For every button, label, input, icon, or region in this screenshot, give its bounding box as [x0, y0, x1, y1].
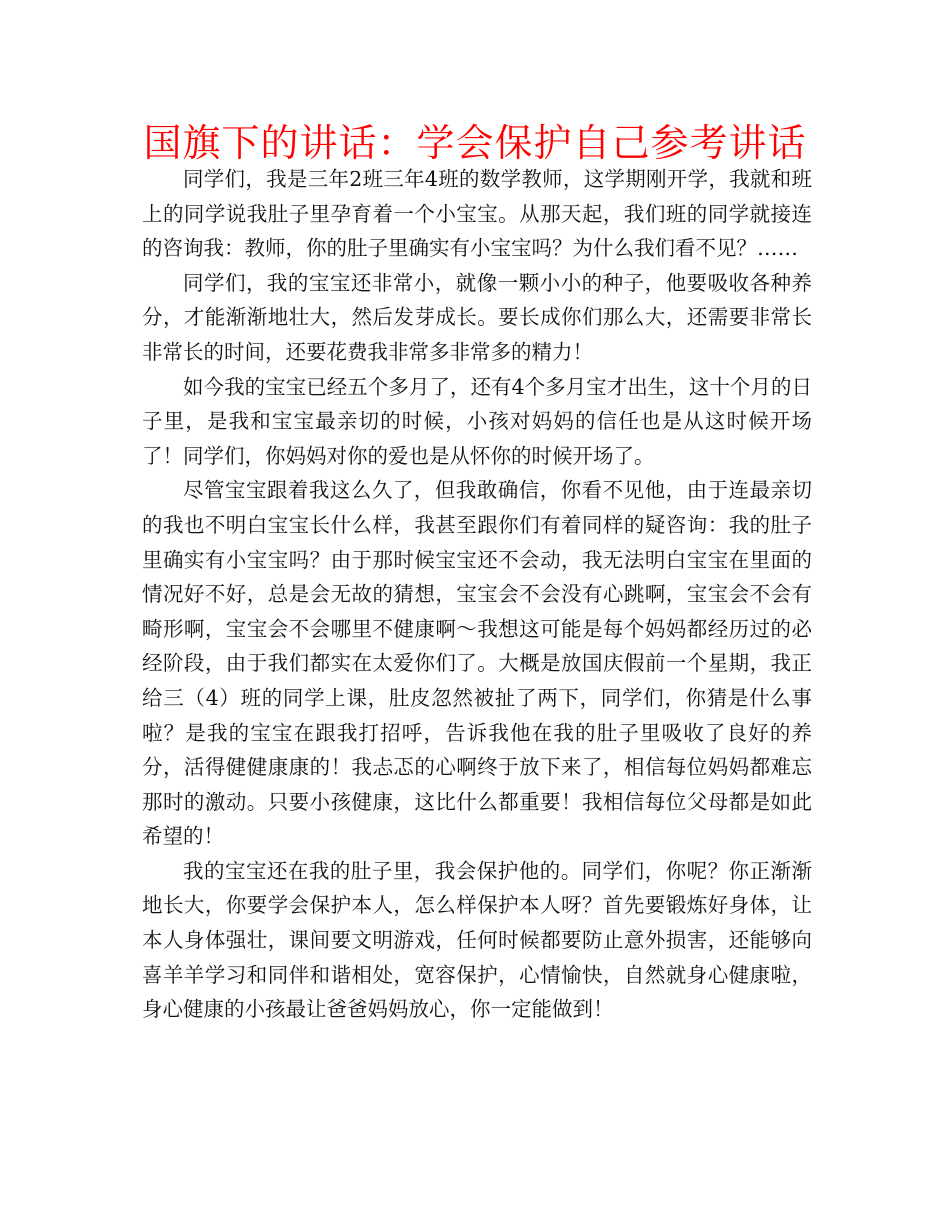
paragraph-3: 如今我的宝宝已经五个多月了，还有4个多月宝才出生，这十个月的日子里，是我和宝宝最亲切的时候，小孩对妈妈的信任也是从这时候开场了！同学们，你妈妈对你的爱也是从怀你的时候开场了。 — [142, 374, 812, 468]
paragraph-2: 同学们，我的宝宝还非常小，就像一颗小小的种子，他要吸收各种养分，才能渐渐地壮大，然后发芽成长。要长成你们那么大，还需要非常长非常长的时间，还要花费我非常多非常多的精力！ — [142, 270, 812, 364]
document-body — [142, 162, 812, 1027]
document-title: 国旗下的讲话：学会保护自己参考讲话 — [143, 121, 807, 165]
paragraph-4: 尽管宝宝跟着我这么久了，但我敢确信，你看不见他，由于连最亲切的我也不明白宝宝长什么样，我甚至跟你们有着同样的疑咨询：我的肚子里确实有小宝宝吗？由于那时候宝宝还不会动，我无法明白宝宝在里面的情况好不好，总是会无故的猜想，宝宝会不会没有心跳啊，宝宝会不会有畸形啊，宝宝会不会哪里不健康啊～我想这可能是每个妈妈都经历过的必经阶段，由于我们都实在太爱你们了。大概是放国庆假前一个星期，我正给三（4）班的同学上课，肚皮忽然被扯了两下，同学们，你猜是什么事啦？是我的宝宝在跟我打招呼，告诉我他在我的肚子里吸收了良好的养分，活得健健康康的！我忐忑的心啊终于放下来了，相信每位妈妈都难忘那时的激动。只要小孩健康，这比什么都重要！我相信每位父母都是如此希望的！ — [142, 478, 812, 849]
paragraph-5: 我的宝宝还在我的肚子里，我会保护他的。同学们，你呢？你正渐渐地长大，你要学会保护本人，怎么样保护本人呀？首先要锻炼好身体，让本人身体强壮，课间要文明游戏，任何时候都要防止意外损害，还能够向喜羊羊学习和同伴和谐相处，宽容保护，心情愉快，自然就身心健康啦，身心健康的小孩最让爸爸妈妈放心，你一定能做到！ — [142, 858, 812, 1022]
paragraph-1: 同学们，我是三年2班三年4班的数学教师，这学期刚开学，我就和班上的同学说我肚子里孕育着一个小宝宝。从那天起，我们班的同学就接连的咨询我：教师，你的肚子里确实有小宝宝吗？为什么我们看不见？…… — [142, 167, 812, 261]
